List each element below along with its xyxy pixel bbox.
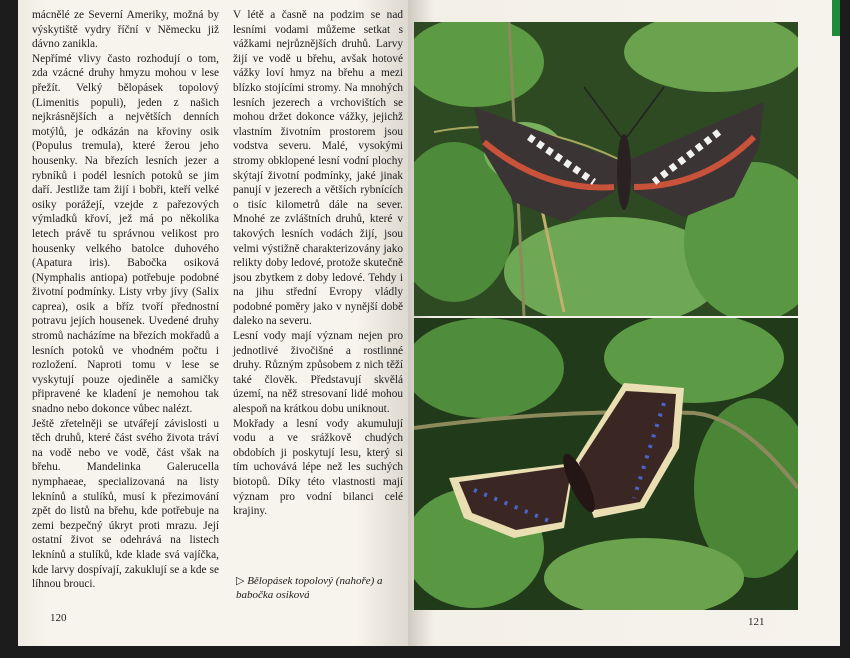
page-number-right: 121 [748,616,765,628]
paragraph: Mokřady a lesní vody akumulují vodu a ve srážkově chudých obdobích ji poskytují lesu, který si tím uchovává lépe než les suchých biotopů. Díky této vlastnosti mají význam pro vodní bilanci celé krajiny. [233,417,403,518]
page-edge-marker [832,0,840,36]
text-column-1 [32,8,219,592]
paragraph: Lesní vody mají význam nejen pro jednotlivé živočišné a rostlinné druhy. Různým způsobem z nich těží také člověk. Představují skvělá území, na něž stresovaní lidé mohou alespoň na krátkou dobu uniknout. [233,330,403,416]
photo-poplar-admiral [414,22,798,316]
figure-caption: ▷ Bělopásek topolový (nahoře) a babočka osiková [236,575,383,601]
photo-mourning-cloak [414,318,798,610]
paragraph: Nepřímé vlivy často rozhodují o tom, zda vzácné druhy hmyzu mohou v lese přežít. Velký bělopásek topolový (Limenitis populi), jeden z našich nejkrásnějších a největších denních motýlů, je odkázán na křoviny osik (Populus tremula), které žerou jeho housenky. Na březích lesních jezer a rybníků i podél lesních potoků se jim daří. Jestliže tam žijí i bobři, kteří velké osiky porážejí, vzejde z pařezových výmladků křoví, jež má po několika letech právě tu správnou velikost pro housenky velkého batolce duhového (Apatura iris). Babočka osiková (Nymphalis antiopa) potřebuje podobné životní podmínky. Listy vrby jívy (Salix caprea), osik a bříz tvoří přednostní potravu jejích housenek. Uvedené druhy stromů nacházíme na březích mokřadů a lesních potoků ve vhodném počtu i rozložení. Naproti tomu v lese se vyskytují pouze ojediněle a samičky připravené ke kladení je nemohou tak snadno nebo dokonce vůbec nalézt. [32,52,219,416]
page-number-left: 120 [50,612,67,624]
paragraph: Ještě zřetelněji se utvářejí závislosti u těch druhů, které část svého života tráví na vodě nebo ve vodě, část však na břehu. Mandelinka Galerucella nymphaeae, specializovaná na listy leknínů a stulíků, musí k přezimování zpět do listů na břehu, kde potřebuje na zemi bezpečný úkryt proti mrazu. Její ostatní život se odehrává na listech leknínů a stulíků, kde klade svá vajíčka, kde larvy dospívají, zakuklují se a kde se líhnou brouci. [32,417,219,591]
paragraph: V létě a časně na podzim se nad lesními vodami můžeme setkat s vážkami nejrůznějších druhů. Larvy žijí ve vodě u břehu, avšak hotové vážky loví hmyz na břehu a mezi blízko stojícími stromy. Na mnohých lesních jezerech a vrchovištích se mohou držet dokonce vážky, jejichž vlastním životním prostorem jsou vodstva severu. Malé, vysokými stromy obklopené lesní vodní plochy skýtají životní podmínky, jaké jinak panují v jezerech a větších rybnících o tisíc kilometrů dále na sever. Mnohé ze zvláštních druhů, které v takových lesních vodách žijí, jsou velmi výstižně charakterizovány jako relikty doby ledové, protože skutečně jsou zbytkem z doby ledové. Tehdy i na jihu střední Evropy vládly podobné poměry jako v nynější době daleko na severu. [233,9,403,328]
paragraph: mácnělé ze Severní Ameriky, možná by výskytiště vydry říční v Německu již dávno zanikla. [32,9,219,51]
text-column-2 [233,8,403,519]
